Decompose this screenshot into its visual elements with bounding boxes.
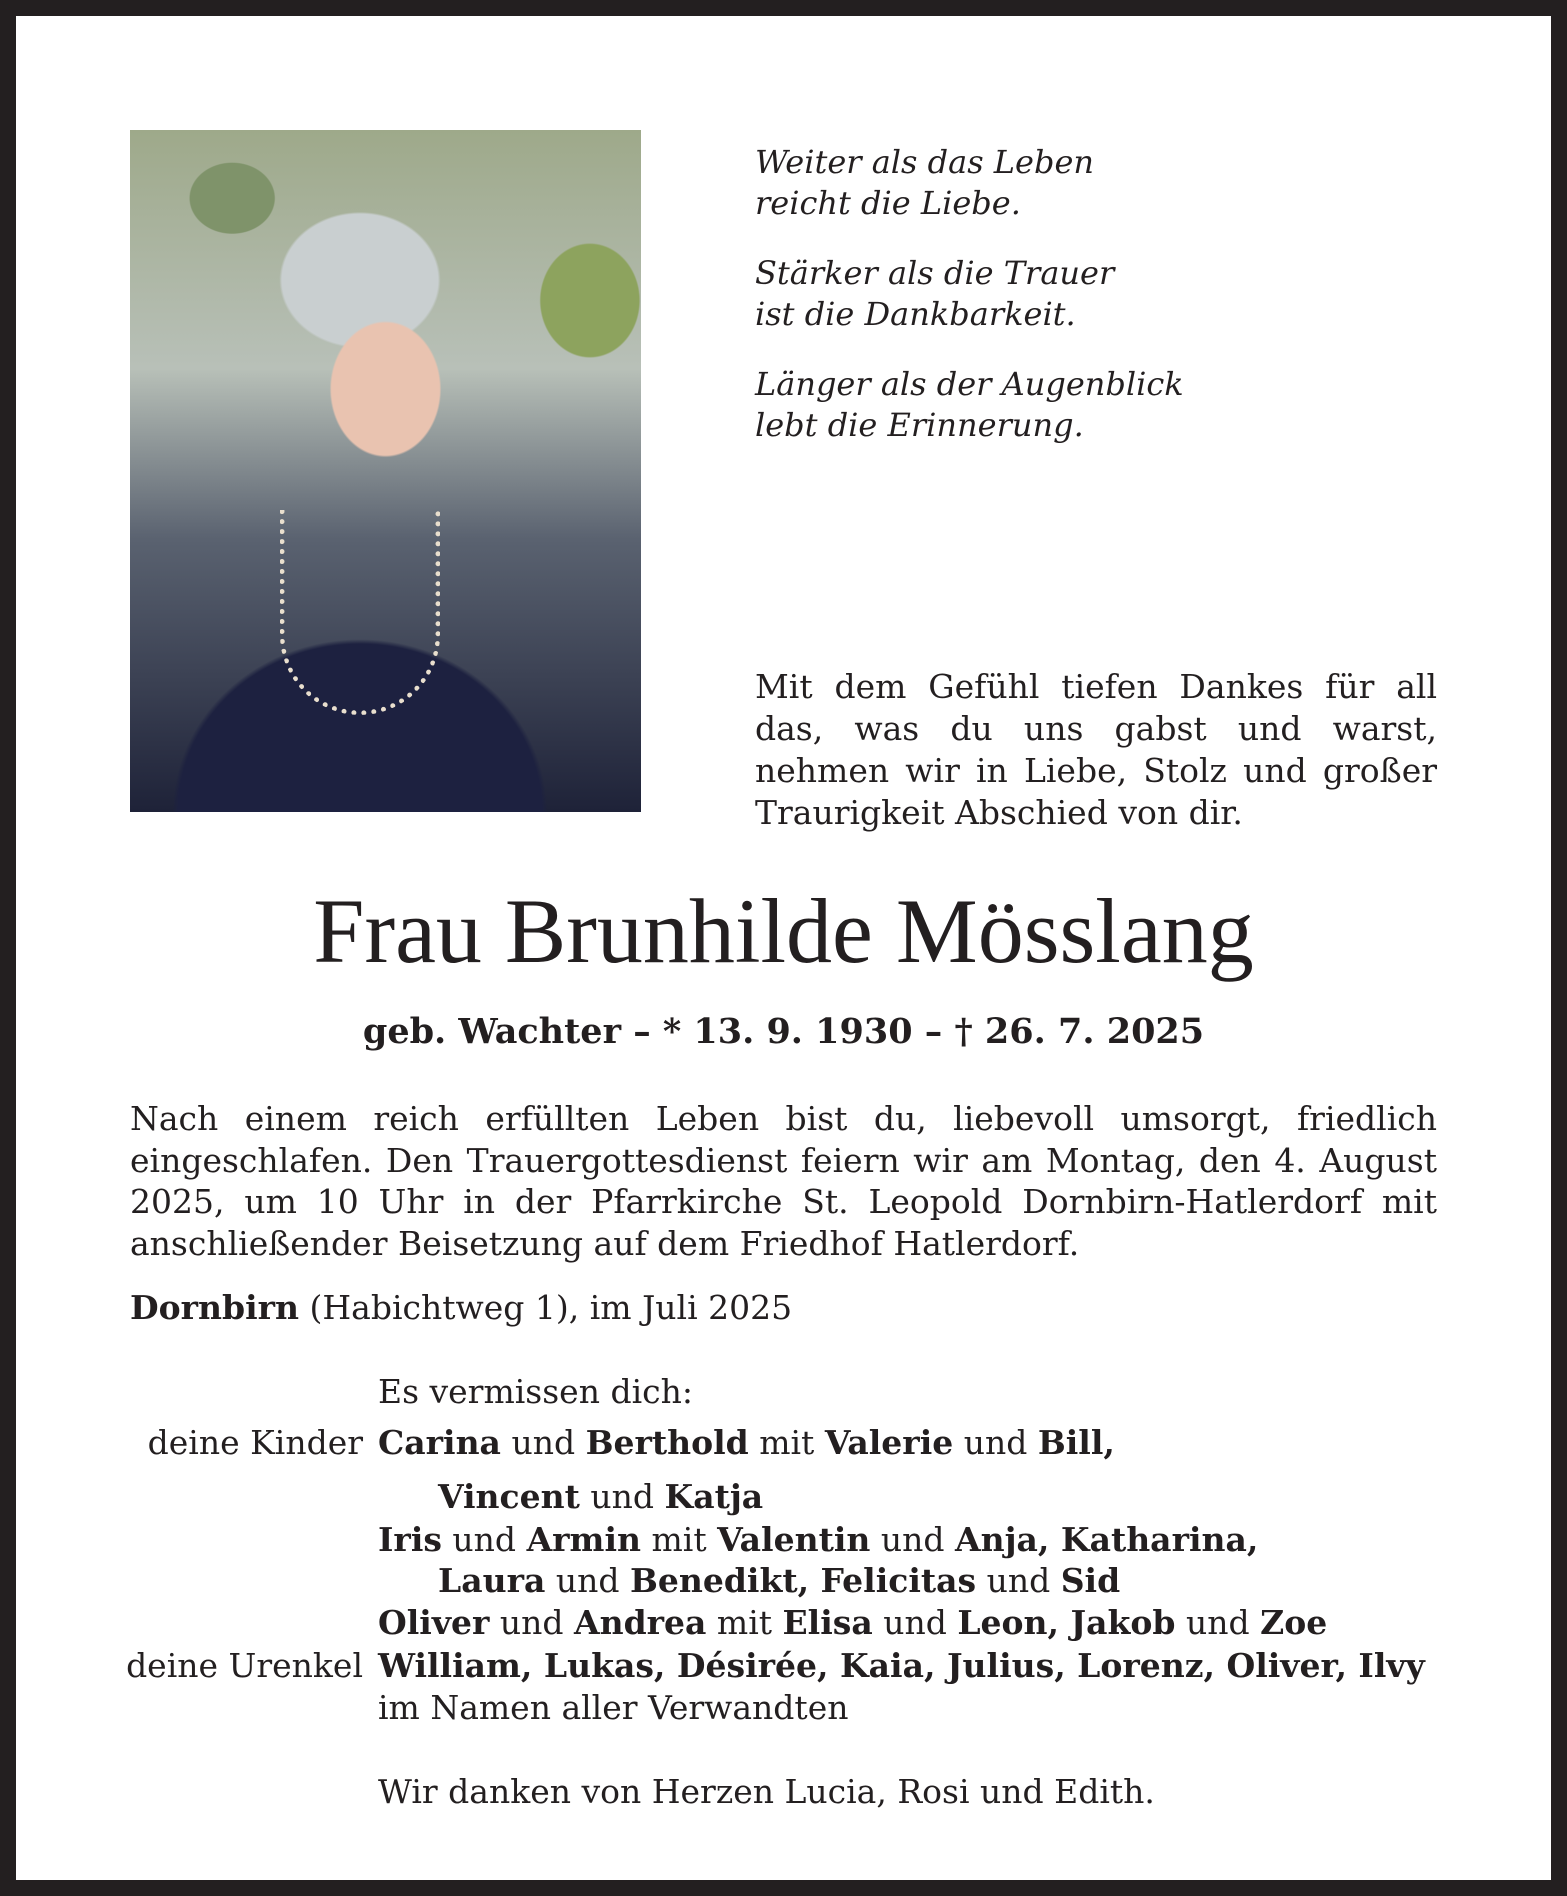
connector-text: und xyxy=(870,1520,955,1559)
family-member-name: Berthold xyxy=(585,1423,749,1462)
deceased-name: Frau Brunhilde Mösslang xyxy=(313,880,1254,982)
label-kinder: deine Kinder xyxy=(147,1423,363,1462)
family-member-name: Valentin xyxy=(717,1520,871,1559)
place-date-line xyxy=(130,1288,792,1327)
birth-death-dates: geb. Wachter – * 13. 9. 1930 – † 26. 7. 2025 xyxy=(362,1011,1205,1052)
address-date: (Habichtweg 1), im Juli 2025 xyxy=(299,1288,793,1327)
connector-text: und xyxy=(441,1520,527,1559)
family-member-name: Carina xyxy=(378,1423,501,1462)
portrait-photo xyxy=(130,130,641,812)
quote-line: ist die Dankbarkeit. xyxy=(755,295,1076,333)
family-member-name: Benedikt, Felicitas xyxy=(629,1561,977,1600)
family-member-name: William, Lukas, Désirée, Kaia, Julius, Lorenz, Oliver, Ilvy xyxy=(378,1646,1425,1685)
connector-text: und xyxy=(489,1603,574,1642)
connector-text: und xyxy=(579,1477,665,1516)
quote-line: reicht die Liebe. xyxy=(755,184,1021,222)
city: Dornbirn xyxy=(130,1288,299,1327)
thanks-paragraph: Mit dem Gefühl tiefen Dankes für all das, was du uns gabst und warst, nehmen wir in Liebe, Stolz und großer Traurigkeit Abschied von dir. xyxy=(755,667,1437,832)
family-member-name: Andrea xyxy=(574,1603,707,1642)
family-line xyxy=(378,1603,1327,1642)
connector-text: und xyxy=(1175,1603,1261,1642)
family-member-name: Oliver xyxy=(378,1603,490,1642)
family-member-name: Bill, xyxy=(1037,1423,1115,1462)
family-member-name: Zoe xyxy=(1260,1603,1328,1642)
family-intro: Es vermissen dich: xyxy=(378,1372,693,1411)
family-member-name: Katja xyxy=(664,1477,764,1516)
quote-line: Weiter als das Leben xyxy=(755,143,1094,181)
family-member-name: Laura xyxy=(438,1561,546,1600)
family-line xyxy=(378,1520,1258,1559)
connector-text: und xyxy=(872,1603,958,1642)
family-member-name: Iris xyxy=(378,1520,442,1559)
connector-text: und xyxy=(545,1561,630,1600)
connector-text: und xyxy=(953,1423,1038,1462)
pearl-necklace xyxy=(280,510,440,715)
family-member-name: Leon, Jakob xyxy=(957,1603,1176,1642)
quote-line: Länger als der Augenblick xyxy=(755,365,1184,403)
quote-line: lebt die Erinnerung. xyxy=(755,406,1084,444)
family-member-name: Sid xyxy=(1060,1561,1121,1600)
family-member-name: Valerie xyxy=(824,1423,954,1462)
family-line xyxy=(438,1477,763,1516)
connector-text: mit xyxy=(641,1520,718,1559)
family-line xyxy=(378,1423,1115,1462)
family-line xyxy=(378,1646,1425,1685)
quote-line: Stärker als die Trauer xyxy=(755,254,1115,292)
family-member-name: Armin xyxy=(526,1520,641,1559)
funeral-details: Nach einem reich erfüllten Leben bist du, liebevoll umsorgt, friedlich eingeschlafen. Den Trauergottesdienst feiern wir am Montag, den 4. August 2025, um 10 Uhr in der Pfarrkirche St. Leopold Dornbirn-Hatlerdorf mit anschließender Beisetzung auf dem Friedhof Hatlerdorf. xyxy=(130,1099,1437,1263)
connector-text: und xyxy=(500,1423,586,1462)
obituary-notice xyxy=(16,16,1551,1880)
family-member-name: Elisa xyxy=(782,1603,873,1642)
family-thanks: Wir danken von Herzen Lucia, Rosi und Edith. xyxy=(378,1772,1155,1811)
label-urenkel: deine Urenkel xyxy=(126,1646,363,1685)
connector-text: mit xyxy=(748,1423,825,1462)
family-closing: im Namen aller Verwandten xyxy=(378,1688,849,1727)
family-line xyxy=(438,1561,1120,1600)
connector-text: mit xyxy=(706,1603,783,1642)
family-member-name: Anja, Katharina, xyxy=(954,1520,1259,1559)
connector-text: und xyxy=(976,1561,1061,1600)
family-member-name: Vincent xyxy=(438,1477,580,1516)
